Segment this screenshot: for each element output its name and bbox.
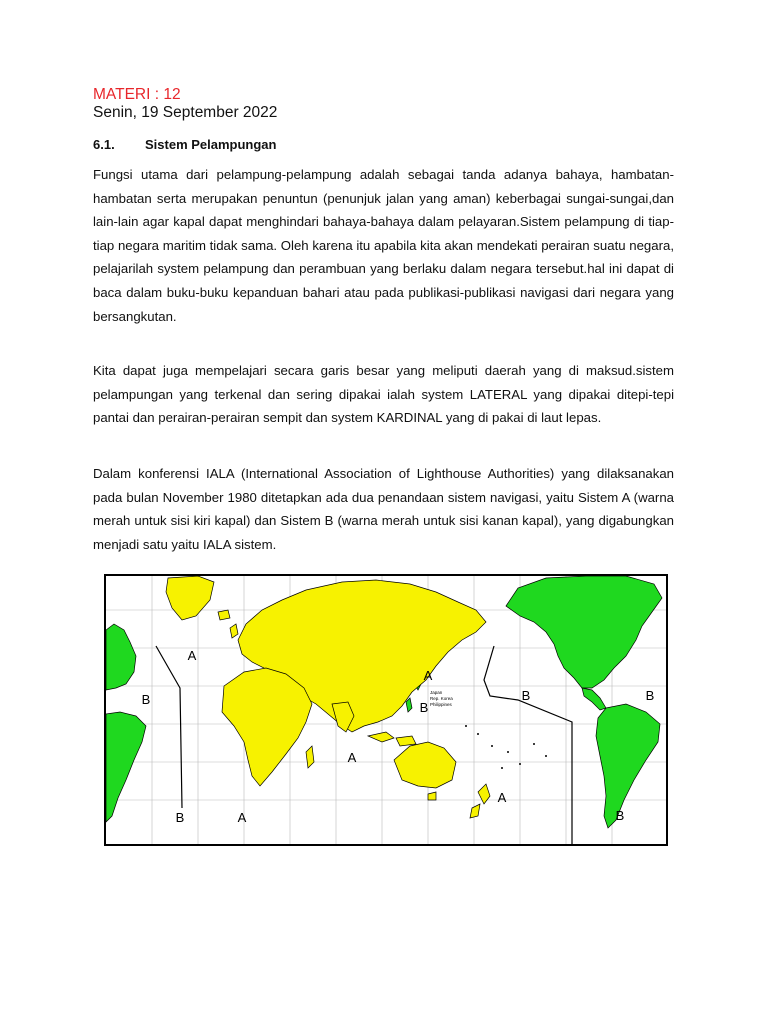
paragraph-2: Kita dapat juga mempelajari secara garis besar yang meliputi daerah yang di maksud.sistem pelampungan yang terkenal dan sering dipakai ialah system LATERAL yang dipakai ditepi-tepi pantai dan perairan-perairan sempit dan system KARDINAL yang di pakai di laut lepas. bbox=[93, 363, 674, 426]
region-label-b: B bbox=[645, 688, 655, 703]
section-number: 6.1. bbox=[93, 137, 115, 152]
region-label-b: B bbox=[175, 810, 185, 825]
inset-label: Rep. Korea bbox=[430, 696, 453, 701]
materi-heading: MATERI : 12 bbox=[93, 86, 181, 103]
pacific-islands bbox=[465, 725, 547, 769]
paragraph-1: Fungsi utama dari pelampung-pelampung adalah sebagai tanda adanya bahaya, hambatan-hambatan serta merupakan penuntun (penunjuk jalan yang aman) keberbagai sungai-sungai,dan lain-lain agar kapal dapat menghindari bahaya-bahaya dalam pelayaran.Sistem pelampung di tiap-tiap negara maritim tidak sama. Oleh karena itu apabila kita akan mendekati perairan suatu negara, pelajarilah system pelampung dan perambuan yang berlaku dalam negara tersebut.hal ini dapat di baca dalam buku-buku kepanduan bahari atau pada publikasi-publikasi navigasi dari negara yang bersangkutan. bbox=[93, 167, 674, 324]
region-label-b: B bbox=[615, 808, 625, 823]
map-svg bbox=[106, 576, 666, 844]
region-label-a: A bbox=[237, 810, 247, 825]
paragraph-3: Dalam konferensi IALA (International Association of Lighthouse Authorities) yang dilaksanakan pada bulan November 1980 ditetapkan ada dua penandaan sistem navigasi, yaitu Sistem A (warna merah untuk sisi kiri kapal) dan Sistem B (warna merah untuk sisi kanan kapal), yang digabungkan menjadi satu yaitu IALA sistem. bbox=[93, 466, 674, 552]
iala-world-map bbox=[104, 574, 668, 846]
inset-labels bbox=[430, 690, 453, 707]
region-label-a: A bbox=[187, 648, 197, 663]
region-label-a: A bbox=[347, 750, 357, 765]
section-heading bbox=[93, 137, 276, 152]
date-line: Senin, 19 September 2022 bbox=[93, 104, 278, 121]
region-label-b: B bbox=[419, 700, 429, 715]
inset-label: Philippines bbox=[430, 702, 452, 707]
region-label-b: B bbox=[521, 688, 531, 703]
section-title: Sistem Pelampungan bbox=[145, 137, 277, 152]
region-label-a: A bbox=[497, 790, 507, 805]
region-label-a: A bbox=[423, 668, 433, 683]
region-label-b: B bbox=[141, 692, 151, 707]
inset-label: Japan bbox=[430, 690, 443, 695]
